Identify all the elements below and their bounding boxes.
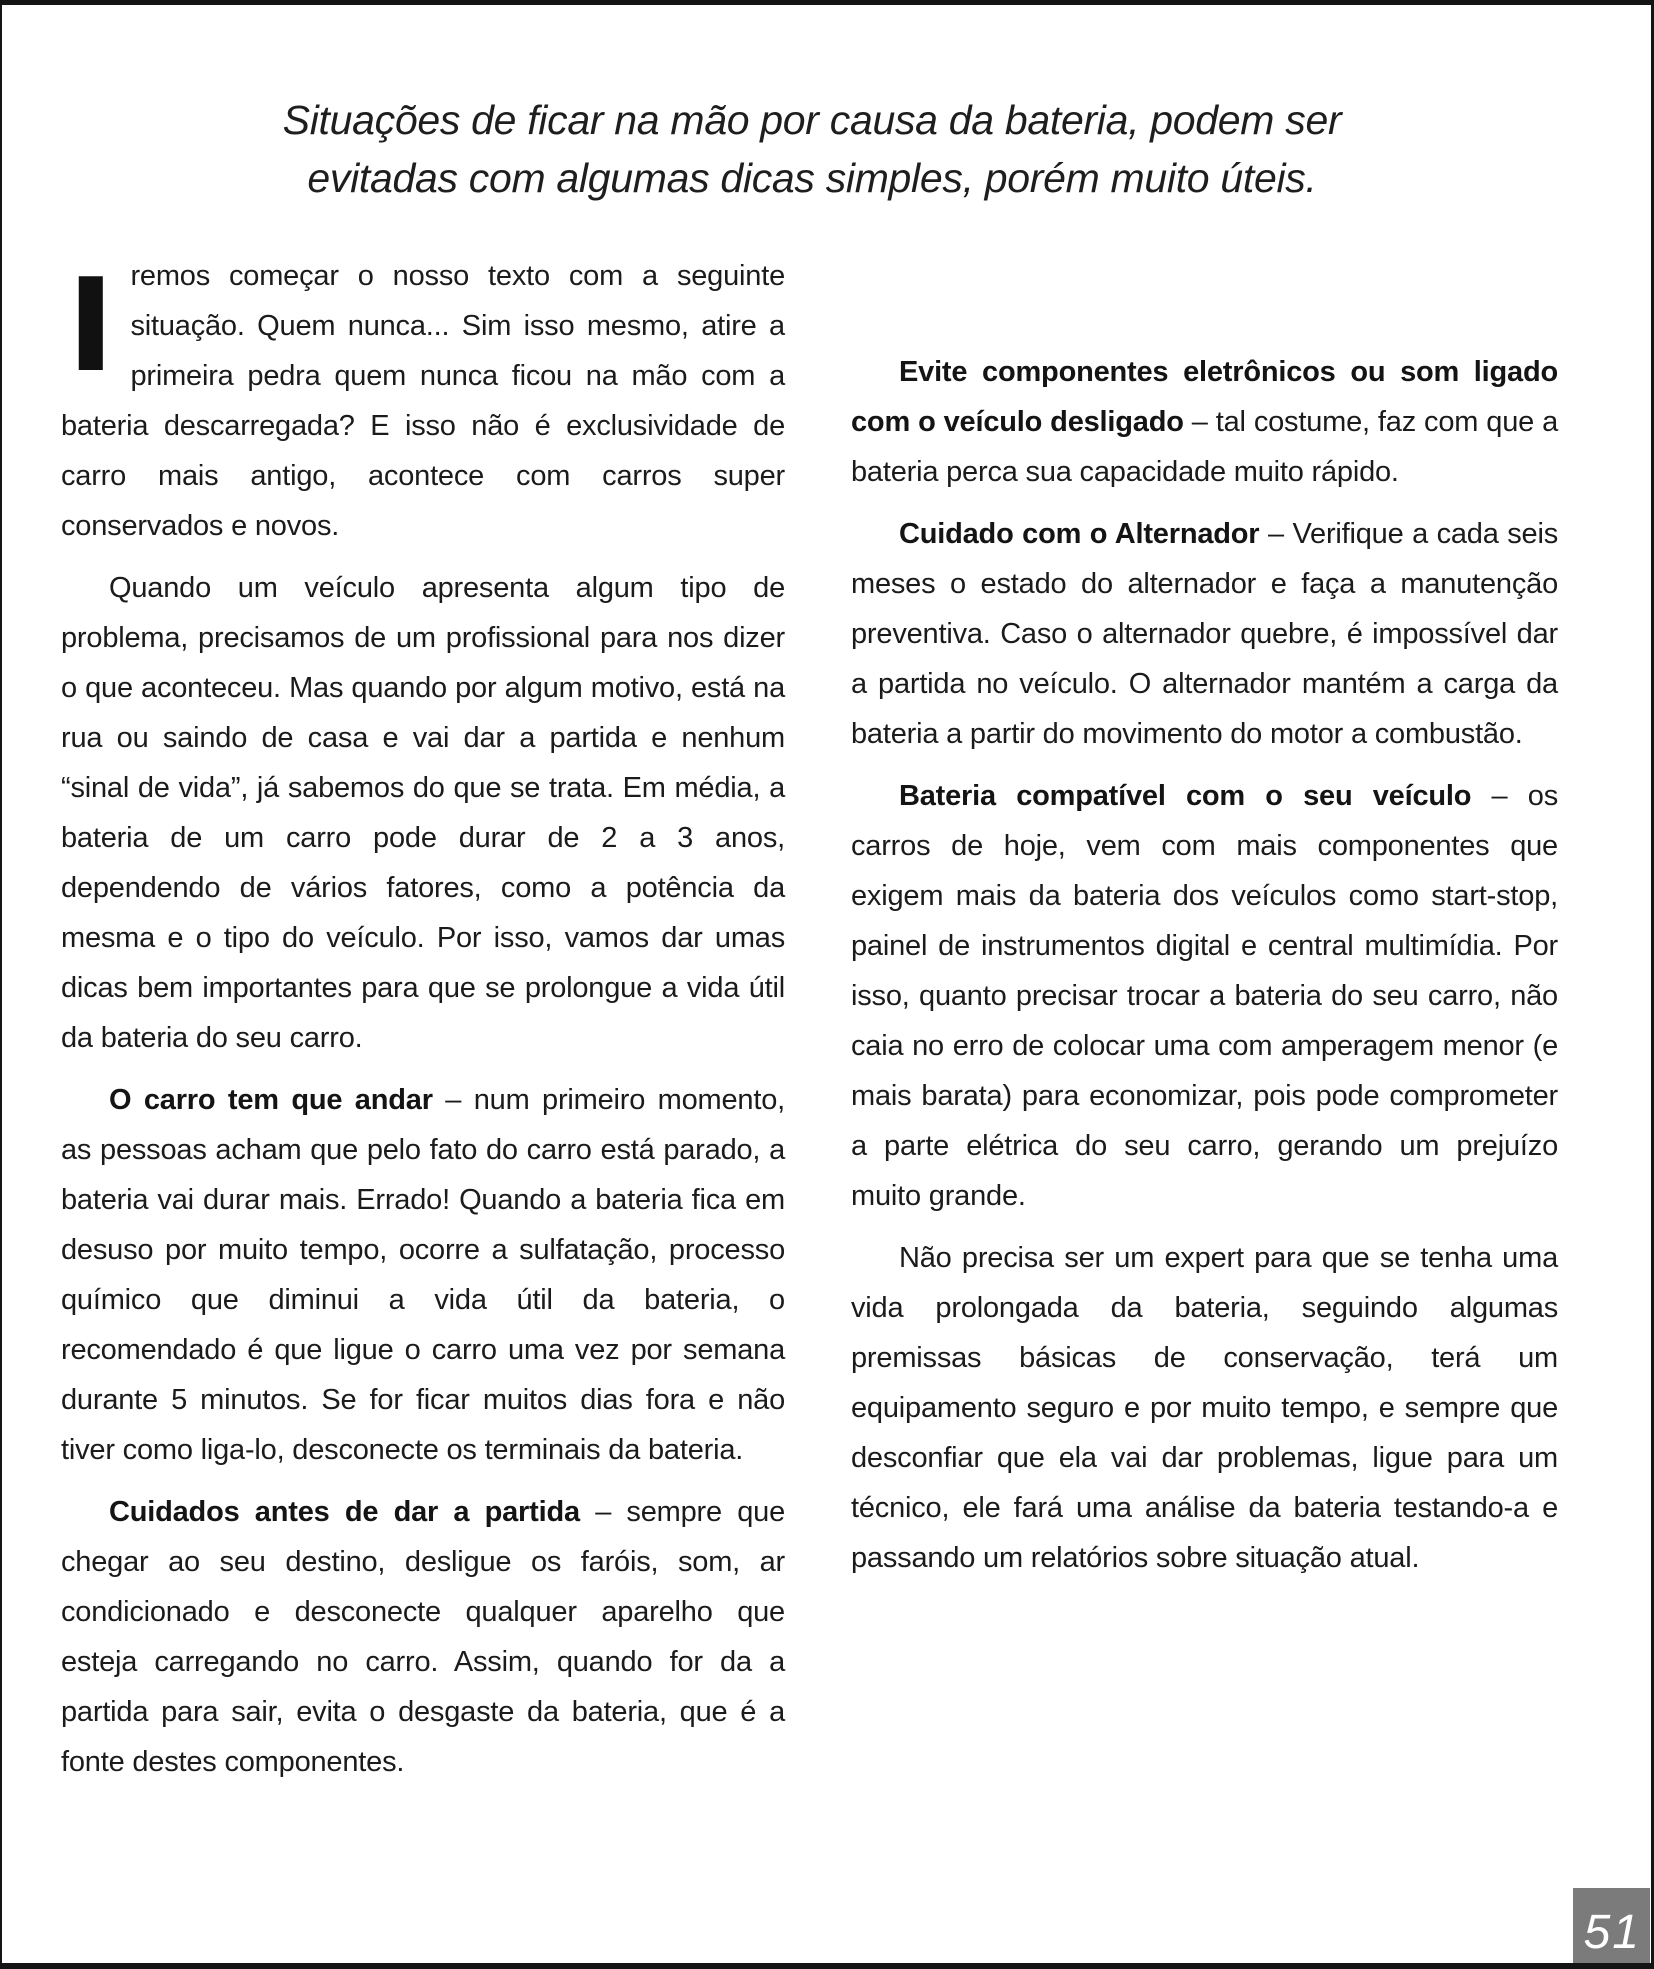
paragraph-tip-alternator [851,509,1558,759]
paragraph-text: Verifique a cada seis meses o estado do alternador e faça a manutenção preventiva. Caso o alternador quebre, é impossível dar a partida no veículo. O alternador mantém a carga da bateria a partir do movimento do motor a combustão. [851,518,1559,750]
paragraph-text: sempre que chegar ao seu destino, desligue os faróis, som, ar condicionado e desconecte qualquer aparelho que esteja carregando no carro. Assim, quando for da a partida para sair, evita o desgaste da bateria, que é a fonte destes componentes. [61,1496,785,1778]
title-line-2: evitadas com algumas dicas simples, porém muito úteis. [307,155,1317,201]
paragraph-text: remos começar o nosso texto com a seguinte situação. Quem nunca... Sim isso mesmo, atire a primeira pedra quem nunca ficou na mão com a bateria descarregada? E isso não é exclusividade de carro mais antigo, acontece com carros super conservados e novos. [61,260,785,542]
drop-cap-letter: I [67,252,115,401]
tip-heading: Cuidados antes de dar a partida [109,1496,580,1528]
dash-separator: – [1491,780,1508,812]
paragraph-text: Não precisa ser um expert para que se tenha uma vida prolongada da bateria, seguindo algumas premissas básicas de conservação, terá um equipamento seguro e por muito tempo, e sempre que desconfiar que ela vai dar problemas, ligue para um técnico, ele fará uma análise da bateria testando-a e passando um relatórios sobre situação atual. [851,1242,1558,1574]
paragraph-tip-avoid-electronics [851,347,1558,497]
dash-separator: – [1191,406,1208,438]
paragraph-closing [851,1233,1558,1583]
paragraph-text: os carros de hoje, vem com mais componentes que exigem mais da bateria dos veículos como start-stop, painel de instrumentos digital e central multimídia. Por isso, quanto precisar trocar a bateria do seu carro, não caia no erro de colocar uma com amperagem menor (e mais barata) para economizar, pois pode comprometer a parte elétrica do seu carro, gerando um prejuízo muito grande. [851,780,1558,1212]
paragraph-tip-compatible-battery [851,771,1558,1221]
paragraph-text: Quando um veículo apresenta algum tipo de problema, precisamos de um profissional para nos dizer o que aconteceu. Mas quando por algum motivo, está na rua ou saindo de casa e vai dar a partida e nenhum “sinal de vida”, já sabemos do que se trata. Em média, a bateria de um carro pode durar de 2 a 3 anos, dependendo de vários fatores, como a potência da mesma e o tipo do veículo. Por isso, vamos dar umas dicas bem importantes para que se prolongue a vida útil da bateria do seu carro. [61,572,785,1054]
article-title [61,91,1563,207]
left-column [61,251,785,1799]
right-column [851,251,1558,1799]
paragraph [61,563,785,1063]
paragraph-intro [61,251,785,551]
paragraph-tip-before-start [61,1487,785,1787]
title-line-1: Situações de ficar na mão por causa da bateria, podem ser [282,97,1342,143]
paragraph-text: tal costume, faz com que a bateria perca sua capacidade muito rápido. [851,406,1559,488]
tip-heading: Cuidado com o Alternador [899,518,1260,550]
page-number-badge [1573,1888,1650,1963]
dash-separator: – [1267,518,1284,550]
dash-separator: – [595,1496,612,1528]
page-number: 51 [1583,1906,1641,1959]
paragraph-text: num primeiro momento, as pessoas acham que pelo fato do carro está parado, a bateria vai durar mais. Errado! Quando a bateria fica em desuso por muito tempo, ocorre a sulfatação, processo químico que diminui a vida útil da bateria, o recomendado é que ligue o carro uma vez por semana durante 5 minutos. Se for ficar muitos dias fora e não tiver como liga-lo, desconecte os terminais da bateria. [61,1084,786,1466]
dash-separator: – [445,1084,462,1116]
paragraph-tip-car-must-run [61,1075,785,1475]
tip-heading: O carro tem que andar [109,1084,433,1116]
article-body [61,251,1563,1799]
tip-heading: Evite componentes eletrônicos ou som ligado com o veículo desligado [851,356,1558,438]
tip-heading: Bateria compatível com o seu veículo [899,780,1472,812]
